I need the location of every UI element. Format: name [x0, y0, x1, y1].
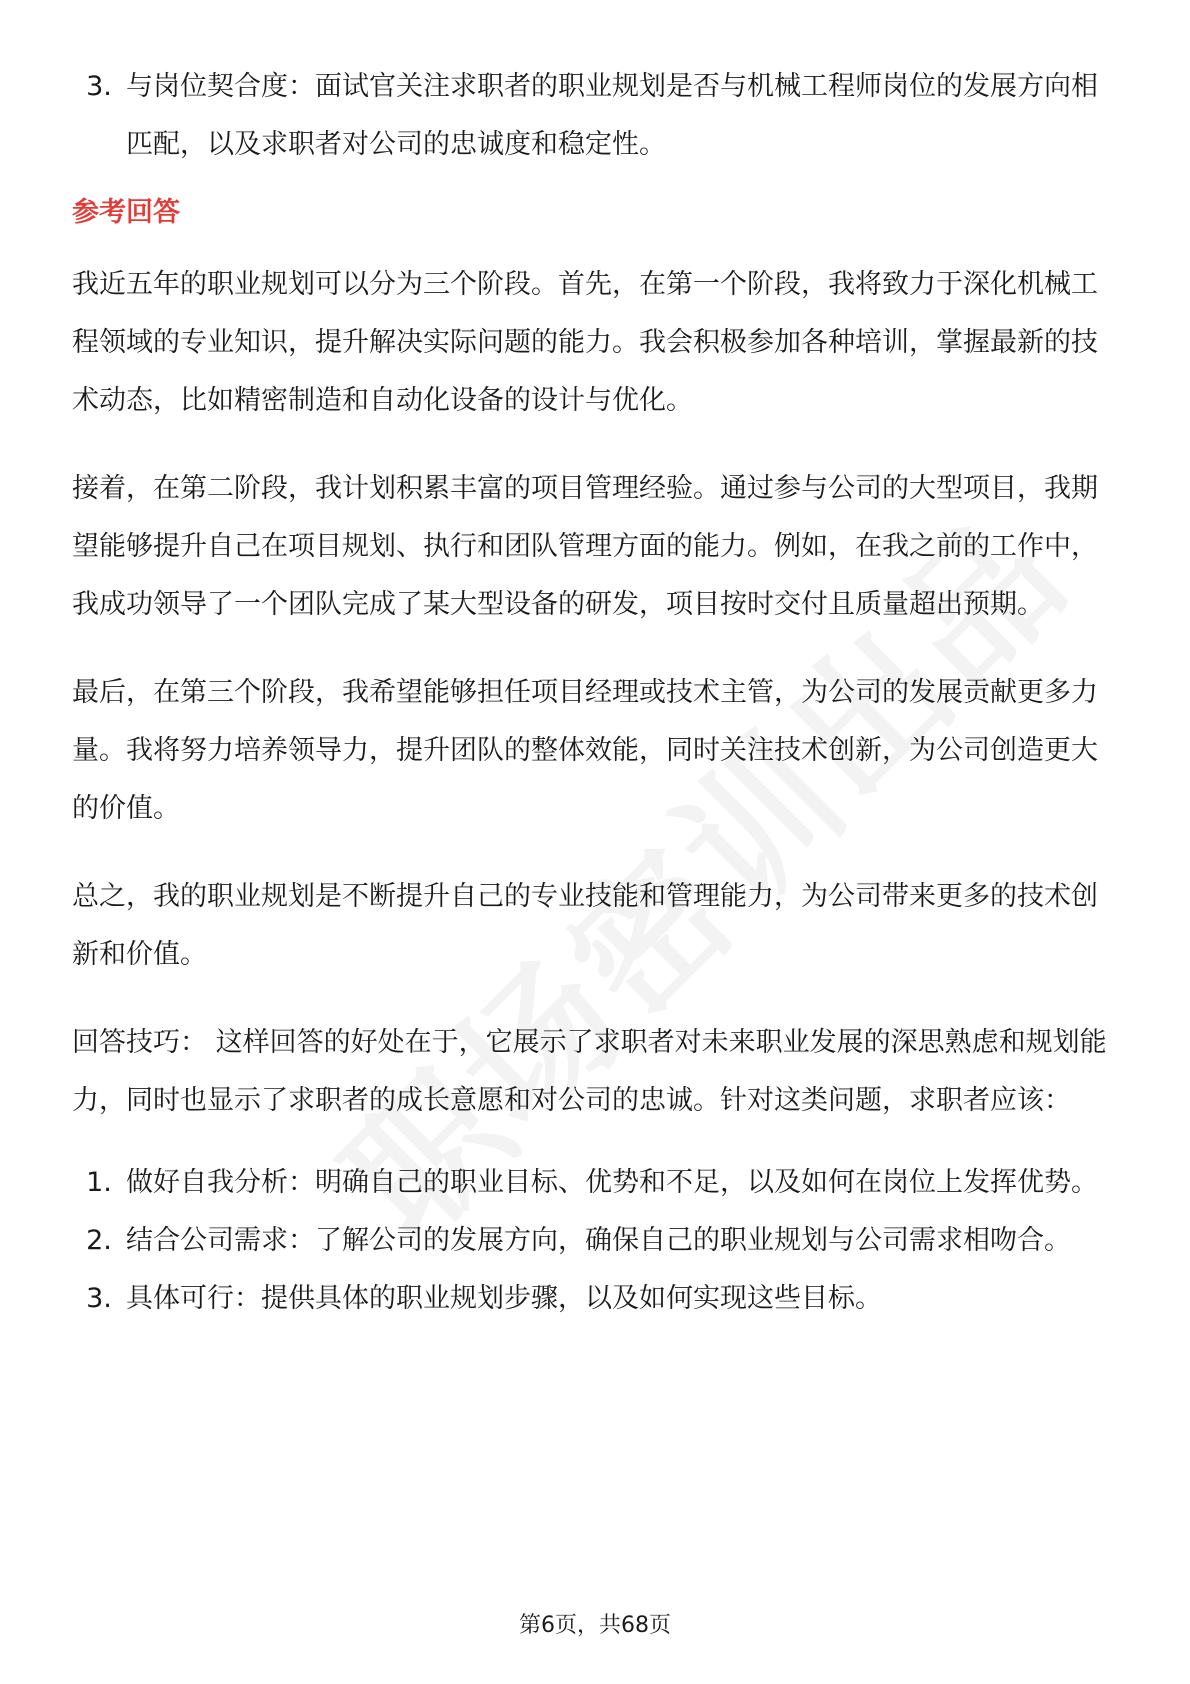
list-item	[72, 58, 1122, 174]
list-text: 结合公司需求：了解公司的发展方向，确保自己的职业规划与公司需求相吻合。	[126, 1225, 1071, 1256]
page-content	[72, 58, 1122, 1328]
list-text: 具体可行：提供具体的职业规划步骤，以及如何实现这些目标。	[126, 1283, 882, 1314]
paragraph: 最后，在第三个阶段，我希望能够担任项目经理或技术主管，为公司的发展贡献更多力量。我将努力培养领导力，提升团队的整体效能，同时关注技术创新，为公司创造更大的价值。	[72, 677, 1098, 824]
paragraph: 接着，在第二阶段，我计划积累丰富的项目管理经验。通过参与公司的大型项目，我期望能够提升自己在项目规划、执行和团队管理方面的能力。例如，在我之前的工作中，我成功领导了一个团队完成了某大型设备的研发，项目按时交付且质量超出预期。	[72, 473, 1098, 620]
list-item	[72, 1154, 1122, 1212]
section-title: 参考回答	[72, 197, 180, 228]
list-number: 3.	[86, 1283, 112, 1314]
list-number: 1.	[86, 1167, 112, 1198]
list-item	[72, 1270, 1122, 1328]
list-item	[72, 1212, 1122, 1270]
list-text: 与岗位契合度：面试官关注求职者的职业规划是否与机械工程师岗位的发展方向相匹配，以及求职者对公司的忠诚度和稳定性。	[126, 71, 1098, 160]
paragraph: 我近五年的职业规划可以分为三个阶段。首先，在第一个阶段，我将致力于深化机械工程领域的专业知识，提升解决实际问题的能力。我会积极参加各种培训，掌握最新的技术动态，比如精密制造和自动化设备的设计与优化。	[72, 269, 1098, 416]
page-footer: 第6页，共68页	[519, 1613, 671, 1638]
list-text: 做好自我分析：明确自己的职业目标、优势和不足，以及如何在岗位上发挥优势。	[126, 1167, 1098, 1198]
tips-list	[72, 1154, 1122, 1328]
paragraph: 回答技巧： 这样回答的好处在于，它展示了求职者对未来职业发展的深思熟虑和规划能力，同时也显示了求职者的成长意愿和对公司的忠诚。针对这类问题，求职者应该：	[72, 1027, 1107, 1116]
list-number: 2.	[86, 1225, 112, 1256]
list-number: 3.	[86, 71, 112, 102]
paragraph: 总之，我的职业规划是不断提升自己的专业技能和管理能力，为公司带来更多的技术创新和价值。	[72, 881, 1098, 970]
